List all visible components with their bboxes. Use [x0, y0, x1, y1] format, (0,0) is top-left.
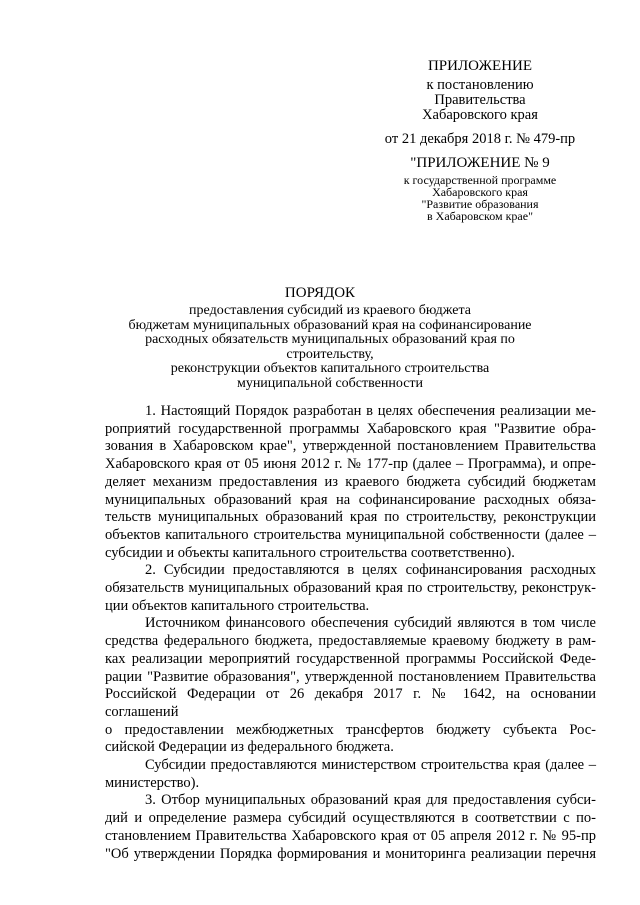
- paragraph-line: тельств муниципальных образований края по строительству, реконструкции: [105, 509, 596, 526]
- paragraph-line: Источником финансового обеспечения субсидий являются в том числе: [145, 615, 596, 632]
- paragraph-line: роприятий государственной программы Хабаровского края "Развитие обра-: [105, 420, 596, 437]
- appendix-line: к постановлению: [426, 77, 534, 93]
- paragraph-line: 3. Отбор муниципальных образований края для предоставления субси-: [145, 792, 596, 809]
- document-title: ПОРЯДОК: [284, 285, 356, 301]
- paragraph-line: средства федерального бюджета, предоставляемые краевому бюджету в рам-: [105, 633, 596, 650]
- appendix9-heading: "ПРИЛОЖЕНИЕ № 9: [410, 155, 550, 171]
- subtitle-line: реконструкции объектов капитального строительства: [170, 361, 490, 376]
- appendix9-line: в Хабаровском крае": [427, 209, 533, 223]
- appendix-heading: ПРИЛОЖЕНИЕ: [427, 58, 533, 74]
- document-body: [105, 403, 596, 863]
- paragraph-line: "Об утверждении Порядка формирования и мониторинга реализации перечня: [105, 845, 596, 862]
- paragraph-line: Субсидии предоставляются министерством строительства края (далее –: [145, 757, 596, 774]
- paragraph: [105, 562, 596, 615]
- subtitle-line: муниципальной собственности: [236, 375, 424, 391]
- paragraph-line: объектов капитального строительства муниципальной собственности (далее –: [105, 526, 596, 543]
- document-subtitle: [110, 304, 550, 391]
- paragraph: [105, 757, 596, 792]
- appendix9-line: "Развитие образования: [421, 197, 539, 211]
- paragraph-line: рации "Развитие образования", утвержденной постановлением Правительства: [105, 668, 596, 685]
- paragraph-line: сийской Федерации из федерального бюджета.: [105, 739, 394, 756]
- subtitle-line: расходных обязательств муниципальных образований края по строительству,: [145, 332, 515, 362]
- paragraph-line: деляет механизм предоставления из краевого бюджета субсидий бюджетам: [105, 473, 596, 490]
- appendix9-block: [380, 155, 580, 222]
- paragraph-line: о предоставлении межбюджетных трансфертов бюджету субъекта Рос-: [105, 721, 596, 738]
- paragraph-line: Российской Федерации от 26 декабря 2017 г. № 1642, на основании соглашений: [105, 686, 596, 720]
- paragraph-line: 2. Субсидии предоставляются в целях софинансирования расходных: [145, 562, 596, 579]
- paragraph-line: 1. Настоящий Порядок разработан в целях обеспечения реализации ме-: [145, 403, 596, 419]
- paragraph: [105, 615, 596, 757]
- paragraph-line: министерство).: [105, 774, 200, 791]
- paragraph-line: обязательств муниципальных образований края по строительству, реконструк-: [105, 580, 596, 597]
- paragraph-line: зования в Хабаровском крае", утвержденной постановлением Правительства: [105, 438, 596, 455]
- paragraph-line: ках реализации мероприятий государственной программы Российской Феде-: [105, 650, 596, 667]
- paragraph-line: Хабаровского края от 05 июня 2012 г. № 177-пр (далее – Программа), и опре-: [105, 456, 596, 473]
- appendix9-line: к государственной программе: [403, 173, 557, 187]
- appendix-line: Правительства: [434, 92, 526, 108]
- paragraph-line: дий и определение размера субсидий осуществляются в соответствии с по-: [105, 810, 596, 827]
- appendix-date: от 21 декабря 2018 г. № 479-пр: [384, 131, 576, 147]
- paragraph-line: субсидии и объекты капитального строительства соответственно).: [105, 544, 515, 561]
- paragraph: [105, 403, 596, 562]
- subtitle-line: бюджетам муниципальных образований края на софинансирование: [128, 317, 532, 333]
- paragraph-line: муниципальных образований края на софинансирование расходных обяза-: [105, 491, 596, 508]
- appendix-line: Хабаровского края: [422, 107, 538, 123]
- paragraph: [105, 792, 596, 863]
- appendix-block: [380, 58, 580, 147]
- paragraph-line: ции объектов капитального строительства.: [105, 597, 370, 614]
- appendix9-line: Хабаровского края: [432, 185, 528, 199]
- subtitle-line: предоставления субсидий из краевого бюджета: [189, 303, 471, 318]
- paragraph-line: становлением Правительства Хабаровского края от 05 апреля 2012 г. № 95-пр: [105, 827, 596, 844]
